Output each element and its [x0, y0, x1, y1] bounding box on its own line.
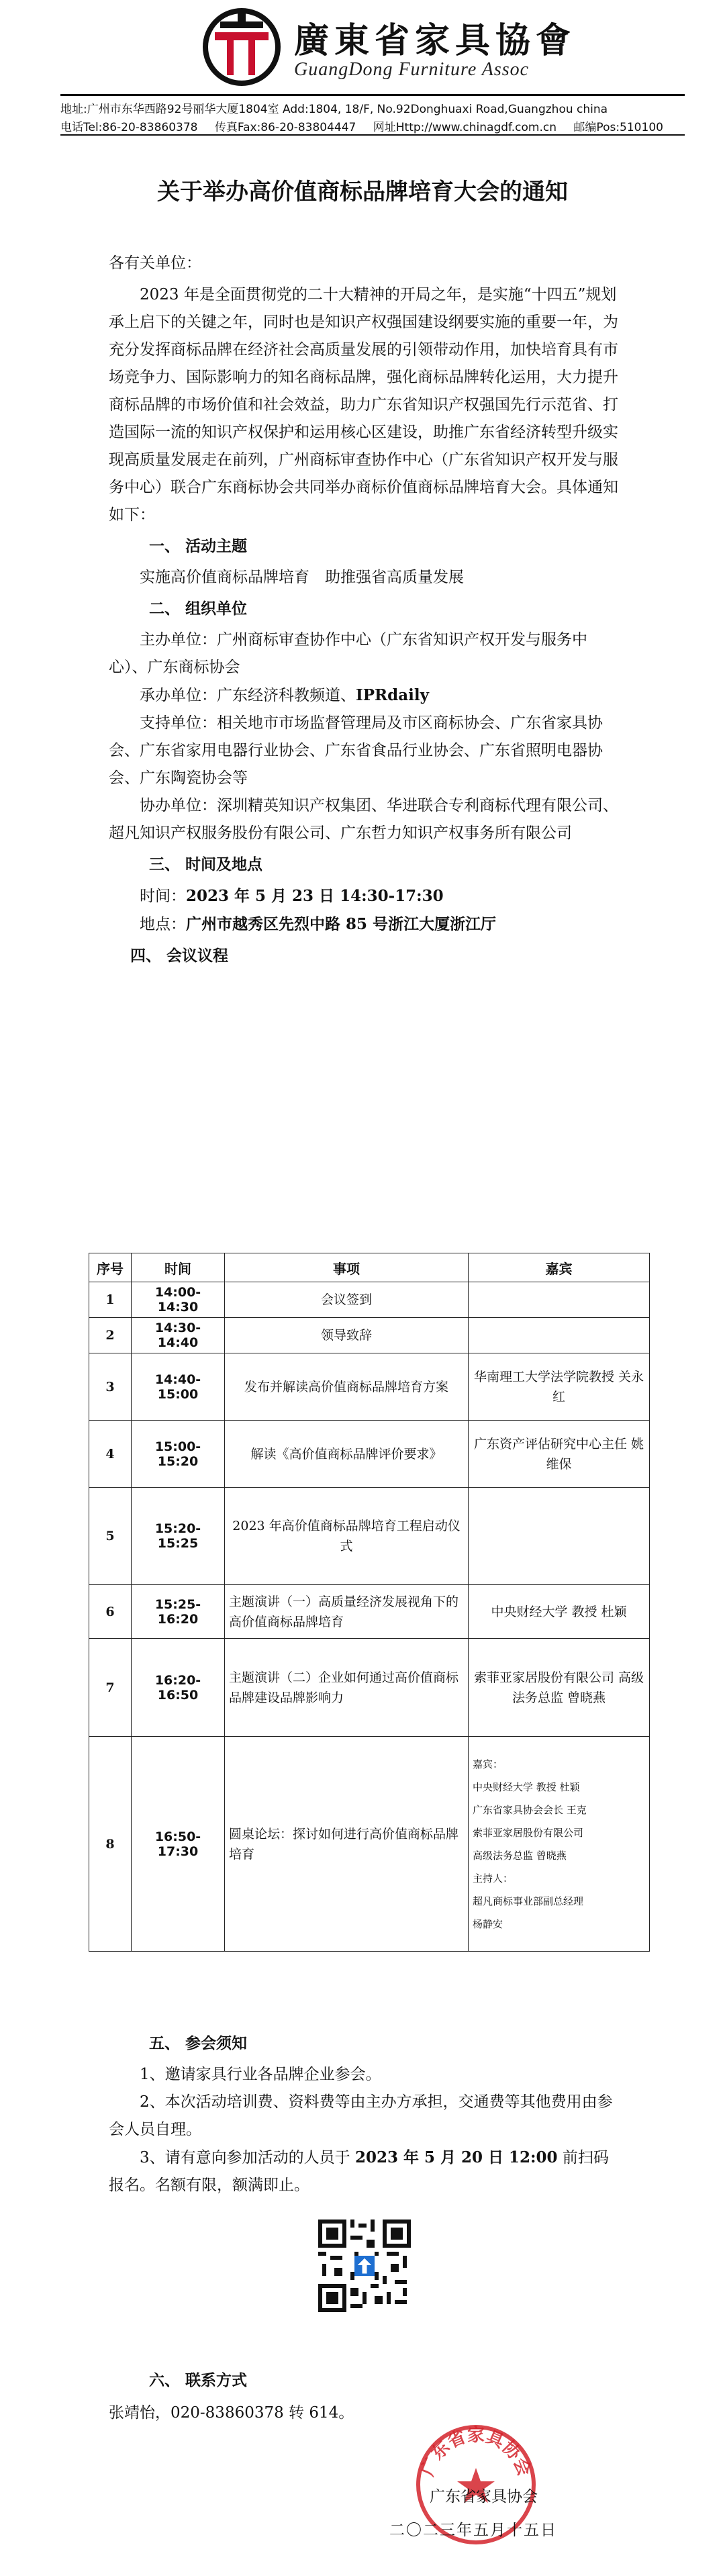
org-web: 网址Http://www.chinagdf.com.cn	[373, 121, 557, 134]
organizer-bold: IPRdaily	[356, 686, 429, 704]
row-time: 15:20-15:25	[132, 1488, 225, 1585]
col-header: 时间	[132, 1253, 225, 1282]
guest-line: 主持人：	[473, 1872, 514, 1885]
time-line	[109, 882, 619, 910]
notes-section	[109, 2026, 619, 2199]
organizer-text: 承办单位：广东经济科教频道、	[140, 687, 356, 704]
guest-line: 中央财经大学 教授 杜颖	[473, 1780, 580, 1793]
table-row	[89, 1737, 650, 1952]
place-label: 地点：	[140, 916, 186, 933]
col-header: 事项	[225, 1253, 469, 1282]
table-row	[89, 1585, 650, 1639]
guest-line: 超凡商标事业部副总经理	[473, 1895, 584, 1907]
row-time: 14:30-14:40	[132, 1318, 225, 1353]
salutation: 各有关单位：	[109, 254, 201, 272]
table-row	[89, 1639, 650, 1737]
row-no: 4	[89, 1421, 132, 1488]
section-heading: 二、 组织单位	[149, 600, 248, 618]
org-address: 地址:广州市东华西路92号丽华大厦1804室 Add:1804, 18/F, No.92Donghuaxi Road,Guangzhou china	[60, 103, 608, 116]
guest-line: 嘉宾：	[473, 1758, 503, 1770]
row-time: 16:50-17:30	[132, 1737, 225, 1952]
row-no: 8	[89, 1737, 132, 1952]
organizer-units	[109, 681, 619, 710]
row-no: 6	[89, 1585, 132, 1639]
seal-text: 广东省家具协会	[418, 2426, 534, 2479]
table-row	[89, 1488, 650, 1585]
table-row	[89, 1421, 650, 1488]
row-guest	[469, 1318, 650, 1353]
guest-line: 索菲亚家居股份有限公司	[473, 1826, 584, 1839]
registration-qr-code[interactable]	[314, 2215, 415, 2316]
note-deadline: 2023 年 5 月 20 日 12:00	[354, 2148, 558, 2166]
table-row	[89, 1353, 650, 1421]
guest-line: 广东省家具协会会长 王克	[473, 1803, 587, 1816]
org-name-cn: 廣東省家具協會	[294, 20, 577, 61]
row-item: 发布并解读高价值商标品牌培育方案	[225, 1353, 469, 1421]
divider	[60, 94, 685, 96]
row-item: 会议签到	[225, 1282, 469, 1318]
guest-line: 高级法务总监 曾晓燕	[473, 1849, 567, 1862]
table-row	[89, 1282, 650, 1318]
host-units: 主办单位：广州商标审查协作中心（广东省知识产权开发与服务中心）、广东商标协会	[109, 631, 587, 676]
org-tel: 电话Tel:86-20-83860378	[60, 121, 198, 134]
row-guest: 华南理工大学法学院教授 关永红	[469, 1353, 650, 1421]
letterhead	[0, 0, 725, 138]
time-label: 时间：	[140, 888, 186, 905]
section-heading: 五、 参会须知	[149, 2035, 248, 2052]
note-item: 1、邀请家具行业各品牌企业参会。	[140, 2066, 381, 2083]
row-guest: 广东资产评估研究中心主任 姚维保	[469, 1421, 650, 1488]
note-item: 2、本次活动培训费、资料费等由主办方承担，交通费等其他费用由参会人员自理。	[109, 2093, 613, 2138]
row-item: 主题演讲（一）高质量经济发展视角下的高价值商标品牌培育	[225, 1585, 469, 1639]
row-time: 15:25-16:20	[132, 1585, 225, 1639]
contact-section	[109, 2363, 619, 2428]
theme-text: 实施高价值商标品牌培育 助推强省高质量发展	[140, 569, 464, 586]
section-heading: 六、 联系方式	[149, 2372, 248, 2389]
section-heading: 三、 时间及地点	[149, 856, 263, 873]
notice-title: 关于举办高价值商标品牌培育大会的通知	[157, 179, 568, 205]
row-time: 16:20-16:50	[132, 1639, 225, 1737]
agenda-table	[89, 1253, 650, 1952]
row-no: 5	[89, 1488, 132, 1585]
table-row	[89, 1318, 650, 1353]
notice-body	[109, 250, 619, 973]
row-guest: 中央财经大学 教授 杜颖	[469, 1585, 650, 1639]
row-item: 2023 年高价值商标品牌培育工程启动仪式	[225, 1488, 469, 1585]
support-units: 支持单位：相关地市市场监督管理局及市区商标协会、广东省家具协会、广东省家用电器行业协会、广东省食品行业协会、广东省照明电器协会、广东陶瓷协会等	[109, 714, 603, 787]
guest-line: 杨静安	[473, 1917, 503, 1930]
place-value: 广州市越秀区先烈中路 85 号浙江大厦浙江厅	[186, 915, 497, 933]
note-item	[109, 2144, 619, 2199]
row-guest	[469, 1488, 650, 1585]
org-contact	[60, 117, 691, 134]
note-text: 前扫码报名。名额有限，额满即止。	[109, 2149, 609, 2194]
org-name-en: GuangDong Furniture Assoc	[294, 59, 530, 80]
association-logo	[200, 5, 283, 89]
place-line	[109, 910, 619, 939]
row-no: 7	[89, 1639, 132, 1737]
row-guest	[469, 1282, 650, 1318]
row-item: 领导致辞	[225, 1318, 469, 1353]
section-heading: 四、 会议议程	[130, 947, 229, 965]
divider	[60, 134, 685, 136]
org-post: 邮编Pos:510100	[573, 121, 663, 134]
col-header: 嘉宾	[469, 1253, 650, 1282]
time-value: 2023 年 5 月 23 日 14:30-17:30	[186, 887, 444, 905]
row-item: 圆桌论坛：探讨如何进行高价值商标品牌培育	[225, 1737, 469, 1952]
row-guest-list	[469, 1737, 650, 1952]
row-item: 解读《高价值商标品牌评价要求》	[225, 1421, 469, 1488]
row-time: 14:40-15:00	[132, 1353, 225, 1421]
org-fax: 传真Fax:86-20-83804447	[214, 121, 356, 134]
note-text: 3、请有意向参加活动的人员于	[140, 2149, 355, 2166]
row-no: 3	[89, 1353, 132, 1421]
table-header-row	[89, 1253, 650, 1282]
signature-date: 二〇二三年五月十五日	[389, 2522, 557, 2539]
co-units: 协办单位：深圳精英知识产权集团、华进联合专利商标代理有限公司、超凡知识产权服务股份有限公司、广东哲力知识产权事务所有限公司	[109, 797, 618, 842]
intro-paragraph: 2023 年是全面贯彻党的二十大精神的开局之年，是实施“十四五”规划承上启下的关键之年，同时也是知识产权强国建设纲要实施的重要一年，为充分发挥商标品牌在经济社会高质量发展的引领带动作用，加快培育具有市场竞争力、国际影响力的知名商标品牌，强化商标品牌转化运用，大力提升商标品牌的市场价值和社会效益，助力广东省知识产权强国先行示范省、打造国际一流的知识产权保护和运用核心区建设，助推广东省经济转型升级实现高质量发展走在前列，广州商标审查协作中心（广东省知识产权开发与服务中心）联合广东商标协会共同举办商标价值商标品牌培育大会。具体通知如下：	[109, 286, 618, 524]
row-no: 1	[89, 1282, 132, 1318]
row-time: 14:00-14:30	[132, 1282, 225, 1318]
col-header: 序号	[89, 1253, 132, 1282]
contact-line: 张靖怡，020-83860378 转 614。	[109, 2404, 354, 2422]
row-time: 15:00-15:20	[132, 1421, 225, 1488]
row-guest: 索菲亚家居股份有限公司 高级法务总监 曾晓燕	[469, 1639, 650, 1737]
row-item: 主题演讲（二）企业如何通过高价值商标品牌建设品牌影响力	[225, 1639, 469, 1737]
section-heading: 一、 活动主题	[149, 538, 248, 555]
row-no: 2	[89, 1318, 132, 1353]
signature-org: 广东省家具协会	[430, 2488, 538, 2506]
